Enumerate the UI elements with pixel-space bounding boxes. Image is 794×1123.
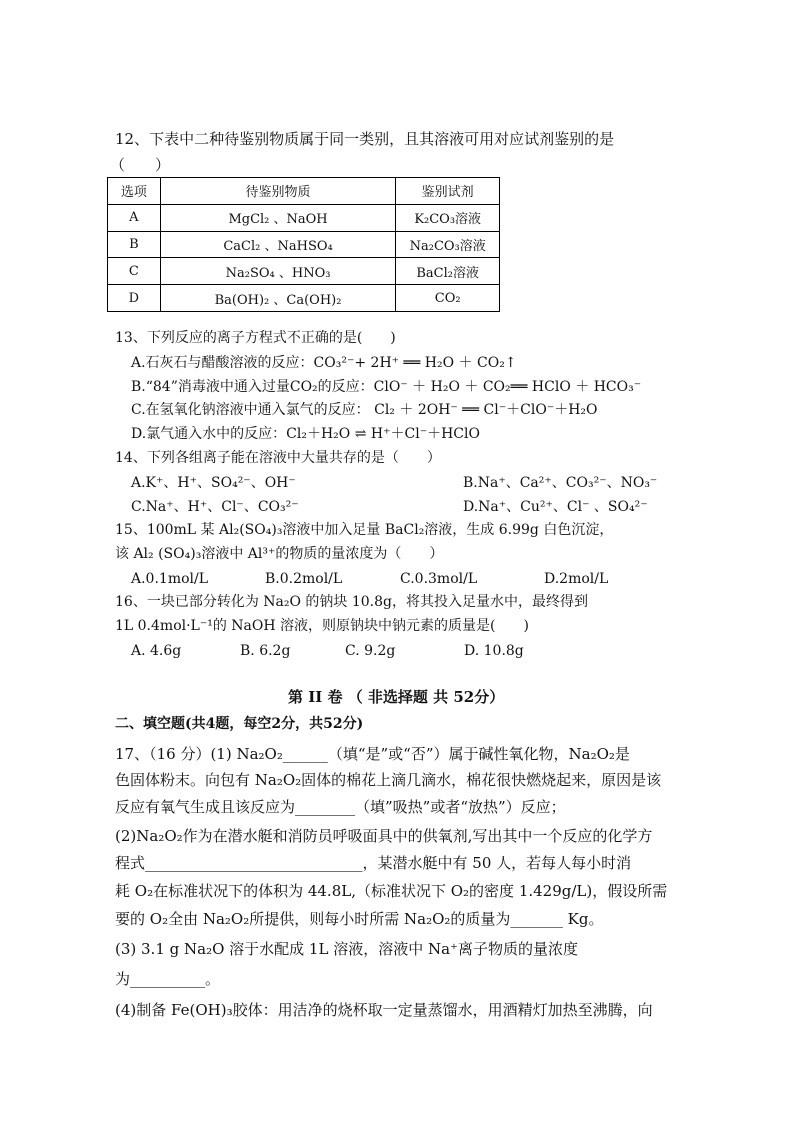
q13-option-c: C.在氢氧化钠溶液中通入氯气的反应： Cl₂ ＋ 2OH⁻ ══ Cl⁻＋ClO⁻＋H₂O [131,402,598,418]
q17-line5: 程式_____________________________，某潜水艇中有 50 人，若每人每小时消 [115,854,632,872]
table-header-cell: 选项 [108,178,161,205]
table-row [108,285,500,312]
section-title: 第 II 卷 （ 非选择题 共 52分） [288,688,505,706]
q15-option-d: D.2mol/L [544,571,609,587]
substances-cell: MgCl₂ 、NaOH [160,204,396,231]
q17-line3: 反应有氧气生成且该反应为________（填”吸热”或者“放热”）反应； [115,798,566,816]
q13-option-d: D.氯气通入水中的反应：Cl₂＋H₂O ⇌ H⁺＋Cl⁻＋HClO [131,426,480,442]
table-header-cell: 待鉴别物质 [160,178,396,205]
q17-line10: (4)制备 Fe(OH)₃胶体：用洁净的烧杯取一定量蒸馏水，用酒精灯加热至沸腾，向 [115,1001,653,1019]
substances-cell: CaCl₂ 、NaHSO₄ [160,231,396,258]
q16-option-d: D. 10.8g [464,643,524,659]
q13-stem: 13、下列反应的离子方程式不正确的是( ) [115,330,396,346]
option-letter: A [108,204,161,231]
q16-stem-line1: 16、一块已部分转化为 Na₂O 的钠块 10.8g，将其投入足量水中，最终得到 [115,594,588,610]
q15-stem-line2: 该 Al₂ (SO₄)₃溶液中 Al³⁺的物质的量浓度为（ ） [115,546,444,562]
q17-line2: 色固体粉末。向包有 Na₂O₂固体的棉花上滴几滴水，棉花很快燃烧起来，原因是该 [115,771,662,789]
table-row [108,204,500,231]
table-row [108,231,500,258]
table-header-row [108,178,500,205]
q17-line1: 17、（16 分）(1) Na₂O₂______（填“是”或“否”）属于碱性氧化物，Na₂O₂是 [115,745,630,763]
q15-stem-line1: 15、100mL 某 Al₂(SO₄)₃溶液中加入足量 BaCl₂溶液，生成 6.99g 白色沉淀， [115,522,614,538]
q15-option-c: C.0.3mol/L [400,571,478,587]
q14-option-b: B.Na⁺、Ca²⁺、CO₃²⁻、NO₃⁻ [463,475,658,491]
q17-line8: (3) 3.1 g Na₂O 溶于水配成 1L 溶液，溶液中 Na⁺离子物质的量浓度 [115,940,578,958]
q17-line4: (2)Na₂O₂作为在潜水艇和消防员呼吸面具中的供氧剂,写出其中一个反应的化学方 [115,827,653,845]
section-subtitle: 二、填空题(共4题，每空2分，共52分) [115,716,364,732]
option-letter: C [108,258,161,285]
q12-answer-paren: （ ） [110,156,171,174]
q13-option-a: A.石灰石与醋酸溶液的反应：CO₃²⁻+ 2H⁺ ══ H₂O ＋ CO₂↑ [131,355,517,371]
q15-option-b: B.0.2mol/L [265,571,343,587]
q16-option-c: C. 9.2g [345,643,396,659]
reagent-cell: CO₂ [396,285,500,312]
reagent-cell: Na₂CO₃溶液 [396,231,500,258]
q14-option-d: D.Na⁺、Cu²⁺、Cl⁻ 、SO₄²⁻ [463,499,648,515]
q17-line9: 为__________。 [115,970,221,988]
q15-option-a: A.0.1mol/L [131,571,209,587]
option-letter: B [108,231,161,258]
q12-stem: 12、下表中二种待鉴别物质属于同一类别，且其溶液可用对应试剂鉴别的是 [115,130,615,148]
q17-line7: 要的 O₂全由 Na₂O₂所提供，则每小时所需 Na₂O₂的质量为_______ Kg。 [115,910,604,928]
option-letter: D [108,285,161,312]
q16-stem-line2: 1L 0.4mol·L⁻¹的 NaOH 溶液，则原钠块中钠元素的质量是( ) [115,618,529,634]
q16-option-a: A. 4.6g [131,643,182,659]
q16-option-b: B. 6.2g [240,643,291,659]
substances-cell: Na₂SO₄ 、HNO₃ [160,258,396,285]
substances-cell: Ba(OH)₂ 、Ca(OH)₂ [160,285,396,312]
q14-option-c: C.Na⁺、H⁺、Cl⁻、CO₃²⁻ [131,499,299,515]
table-row [108,258,500,285]
q12-options-table [107,177,500,312]
reagent-cell: BaCl₂溶液 [396,258,500,285]
q14-option-a: A.K⁺、H⁺、SO₄²⁻、OH⁻ [131,475,296,491]
q13-option-b: B.“84”消毒液中通入过量CO₂的反应：ClO⁻ ＋ H₂O ＋ CO₂══ HClO ＋ HCO₃⁻ [131,379,642,395]
reagent-cell: K₂CO₃溶液 [396,204,500,231]
table-header-cell: 鉴别试剂 [396,178,500,205]
q17-line6: 耗 O₂在标准状况下的体积为 44.8L,（标准状况下 O₂的密度 1.429g/L)，假设所需 [115,882,668,900]
q14-stem: 14、下列各组离子能在溶液中大量共存的是（ ） [115,450,441,466]
